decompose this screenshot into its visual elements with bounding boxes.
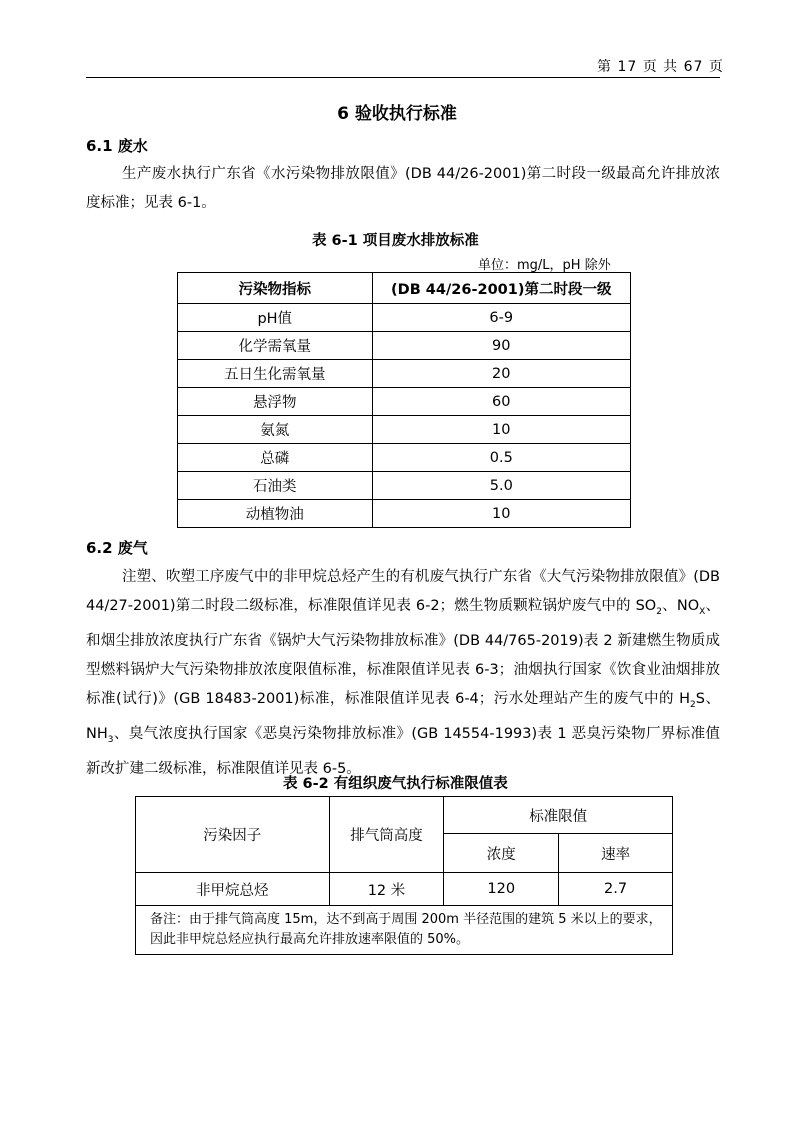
section-title: 6 验收执行标准 <box>337 104 457 124</box>
header-rate: 速率 <box>559 834 673 873</box>
table-6-1-unit: 单位：mg/L，pH 除外 <box>478 258 611 273</box>
table-row <box>178 360 631 388</box>
height-cell: 12 米 <box>329 873 444 906</box>
paragraph-text: 注塑、吹塑工序废气中的非甲烷总烃产生的有机废气执行广东省《大气污染物排放限值》(DB 44/27-2001)第二时段二级标准，标准限值详见表 6-2；燃生物质颗粒锅炉废气中的 <box>86 569 720 614</box>
table-header: (DB 44/26-2001)第二时段一级 <box>372 273 630 304</box>
pollutant-cell: 五日生化需氧量 <box>178 360 373 388</box>
limit-cell: 6-9 <box>372 304 630 332</box>
wastewater-paragraph: 生产废水执行广东省《水污染物排放限值》(DB 44/26-2001)第二时段一级最高允许排放浓度标准；见表 6-1。 <box>86 166 720 211</box>
table-row <box>178 388 631 416</box>
factor-cell: 非甲烷总烃 <box>136 873 330 906</box>
header-stack-height: 排气筒高度 <box>329 797 444 873</box>
pollutant-cell: 总磷 <box>178 444 373 472</box>
limit-cell: 10 <box>372 500 630 528</box>
table-row <box>178 472 631 500</box>
table-header: 污染物指标 <box>178 273 373 304</box>
table-row <box>178 304 631 332</box>
table-6-2-caption: 表 6-2 有组织废气执行标准限值表 <box>283 776 508 792</box>
pollutant-cell: 氨氮 <box>178 416 373 444</box>
table-6-1-caption: 表 6-1 项目废水排放标准 <box>312 233 479 249</box>
subsection-title-wastewater: 6.1 废水 <box>86 137 148 155</box>
pollutant-cell: 化学需氧量 <box>178 332 373 360</box>
pollutant-cell: 悬浮物 <box>178 388 373 416</box>
exhaust-paragraph <box>86 563 720 784</box>
limit-cell: 90 <box>372 332 630 360</box>
pollutant-cell: pH值 <box>178 304 373 332</box>
nh3-formula: 、$NH_3$ <box>86 690 720 745</box>
paragraph-text: 、和烟尘排放浓度执行广东省《锅炉大气污染物排放标准》(DB 44/765-2019)表 2 新建燃生物质成型燃料锅炉大气污染物排放浓度限值标准，标准限值详见表 6-3；油烟执行国家《饮食业油烟排放标准(试行)》(GB 18483-2001)标准，标准限值详见表 6-4；污水处理站产生的废气中的 <box>86 598 721 707</box>
limit-cell: 5.0 <box>372 472 630 500</box>
limit-cell: 0.5 <box>372 444 630 472</box>
table-row <box>178 332 631 360</box>
rate-cell: 2.7 <box>559 873 673 906</box>
table-note: 备注：由于排气筒高度 15m，达不到高于周围 200m 半径范围的建筑 5 米以上的要求，因此非甲烷总烃应执行最高允许排放速率限值的 50%。 <box>136 906 673 955</box>
limit-cell: 60 <box>372 388 630 416</box>
table-row <box>136 873 673 906</box>
page-number: 第 17 页 共 67 页 <box>597 59 724 75</box>
header-standard-limit: 标准限值 <box>444 797 673 834</box>
pollutant-cell: 动植物油 <box>178 500 373 528</box>
header-concentration: 浓度 <box>444 834 559 873</box>
so2-formula: $SO_2$ <box>635 598 662 617</box>
table-row <box>178 444 631 472</box>
limit-cell: 10 <box>372 416 630 444</box>
h2s-formula: $H_2S$ <box>679 690 705 710</box>
paragraph-text: 、臭气浓度执行国家《恶臭污染物排放标准》(GB 14554-1993)表 1 恶臭污染物厂界标准值新改扩建二级标准，标准限值详见表 6-5。 <box>86 725 720 777</box>
limit-cell: 20 <box>372 360 630 388</box>
pollutant-cell: 石油类 <box>178 472 373 500</box>
header-factor: 污染因子 <box>136 797 330 873</box>
table-row <box>178 416 631 444</box>
header-divider <box>86 77 720 78</box>
wastewater-standard-table <box>177 272 631 528</box>
nox-formula: 、$NO_X$ <box>661 598 706 617</box>
exhaust-standard-table <box>135 796 673 955</box>
table-row <box>178 500 631 528</box>
concentration-cell: 120 <box>444 873 559 906</box>
subsection-title-exhaust: 6.2 废气 <box>86 539 148 557</box>
